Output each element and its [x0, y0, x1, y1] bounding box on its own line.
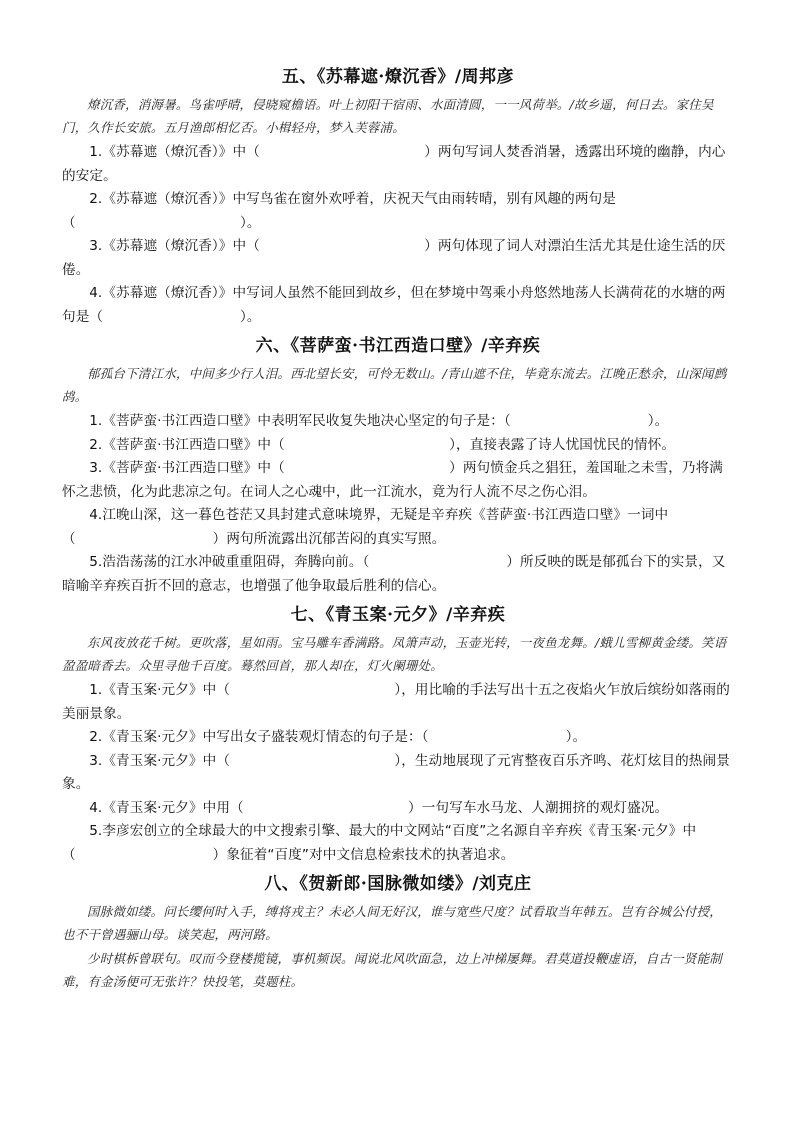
question-item: 3.《苏幕遮（燎沉香）》中（ ）两句体现了词人对漂泊生活尤其是仕途生活的厌倦。 [62, 238, 726, 278]
question-item: 4.江晚山深，这一暮色苍茫又具封建式意味境界，无疑是辛弃疾《菩萨蛮·书江西造口壁》一词中（ ）两句所流露出沉郁苦闷的真实写照。 [62, 507, 669, 547]
poem-text: 郁孤台下清江水，中间多少行人泪。西北望长安，可怜无数山。/青山遮不住，毕竟东流去。江晚正愁余，山深闻鹧鸪。 [62, 366, 727, 404]
section-seven [62, 602, 734, 867]
section-title: 五、《苏幕遮·燎沉香》/周邦彦 [281, 67, 515, 87]
poem-text: 燎沉香，消溽暑。鸟雀呼晴，侵晓窥檐语。叶上初阳干宿雨、水面清圆，一一风荷举。/故乡遥，何日去。家住吴门，久作长安旅。五月渔郎相忆否。小楫轻舟，梦入芙蓉浦。 [62, 97, 714, 135]
question-item: 2.《菩萨蛮·书江西造口壁》中（ ），直接表露了诗人忧国忧民的情怀。 [89, 436, 676, 453]
question-item: 5.李彦宏创立的全球最大的中文搜索引擎、最大的中文网站“百度”之名源自辛弃疾《青玉案·元夕》中（ ）象征着“百度”对中文信息检索技术的执著追求。 [62, 823, 697, 863]
question-item: 5.浩浩荡荡的江水冲破重重阻碍，奔腾向前。（ ）所反映的既是郁孤台下的实景，又暗喻辛弃疾百折不回的意志，也增强了他争取最后胜利的信心。 [62, 554, 726, 594]
section-six [62, 333, 734, 598]
section-five [62, 64, 734, 329]
question-item: 1.《苏幕遮（燎沉香）》中（ ）两句写词人焚香消暑，透露出环境的幽静，内心的安定。 [62, 144, 726, 184]
section-title: 八、《贺新郎·国脉微如缕》/刘克庄 [264, 874, 532, 894]
question-item: 4.《苏幕遮（燎沉香）》中写词人虽然不能回到故乡，但在梦境中驾乘小舟悠然地荡人长满荷花的水塘的两句是（ ）。 [62, 285, 726, 325]
question-item: 3.《菩萨蛮·书江西造口壁》中（ ）两句愤金兵之猖狂，羞国耻之未雪，乃将满怀之悲愤，化为此悲凉之句。在词人之心魂中，此一江流水，竟为行人流不尽之伤心泪。 [62, 460, 723, 500]
question-item: 1.《青玉案·元夕》中（ ），用比喻的手法写出十五之夜焰火乍放后缤纷如落雨的美丽景象。 [62, 682, 730, 722]
section-eight [62, 871, 734, 993]
section-title: 七、《青玉案·元夕》/辛弃疾 [290, 605, 506, 625]
question-item: 3.《青玉案·元夕》中（ ），生动地展现了元宵整夜百乐齐鸣、花灯炫目的热闹景象。 [62, 752, 730, 792]
worksheet-page [62, 64, 734, 997]
poem-text-second-stanza: 少时棋柝曾联句。叹而今登楼揽镜，事机频误。闻说北风吹面急，边上冲梯屡舞。君莫道投鞭虚语，自古一贤能制难，有金汤便可无张许？快投笔，莫题柱。 [62, 951, 723, 989]
question-item: 2.《苏幕遮（燎沉香）》中写鸟雀在窗外欢呼着，庆祝天气由雨转晴，别有风趣的两句是（ ）。 [62, 191, 616, 231]
question-item: 2.《青玉案·元夕》中写出女子盛装观灯情态的句子是：（ ）。 [89, 729, 587, 745]
question-item: 1.《菩萨蛮·书江西造口壁》中表明军民收复失地决心坚定的句子是：（ ）。 [89, 413, 669, 429]
poem-text: 国脉微如缕。问长缨何时入手，缚将戎主？未必人间无好汉，谁与宽些尺度？试看取当年韩五。岂有谷城公付授，也不干曾遇骊山母。谈笑起，两河路。 [62, 904, 723, 942]
section-title: 六、《菩萨蛮·书江西造口壁》/辛弃疾 [255, 336, 541, 356]
question-item: 4.《青玉案·元夕》中用（ ）一句写车水马龙、人潮拥挤的观灯盛况。 [89, 799, 669, 816]
poem-text: 东风夜放花千树。更吹落，星如雨。宝马雕车香满路。凤箫声动，玉壶光转，一夜鱼龙舞。/蛾儿雪柳黄金缕。笑语盈盈暗香去。众里寻他千百度。蓦然回首，那人却在，灯火阑珊处。 [62, 635, 727, 673]
